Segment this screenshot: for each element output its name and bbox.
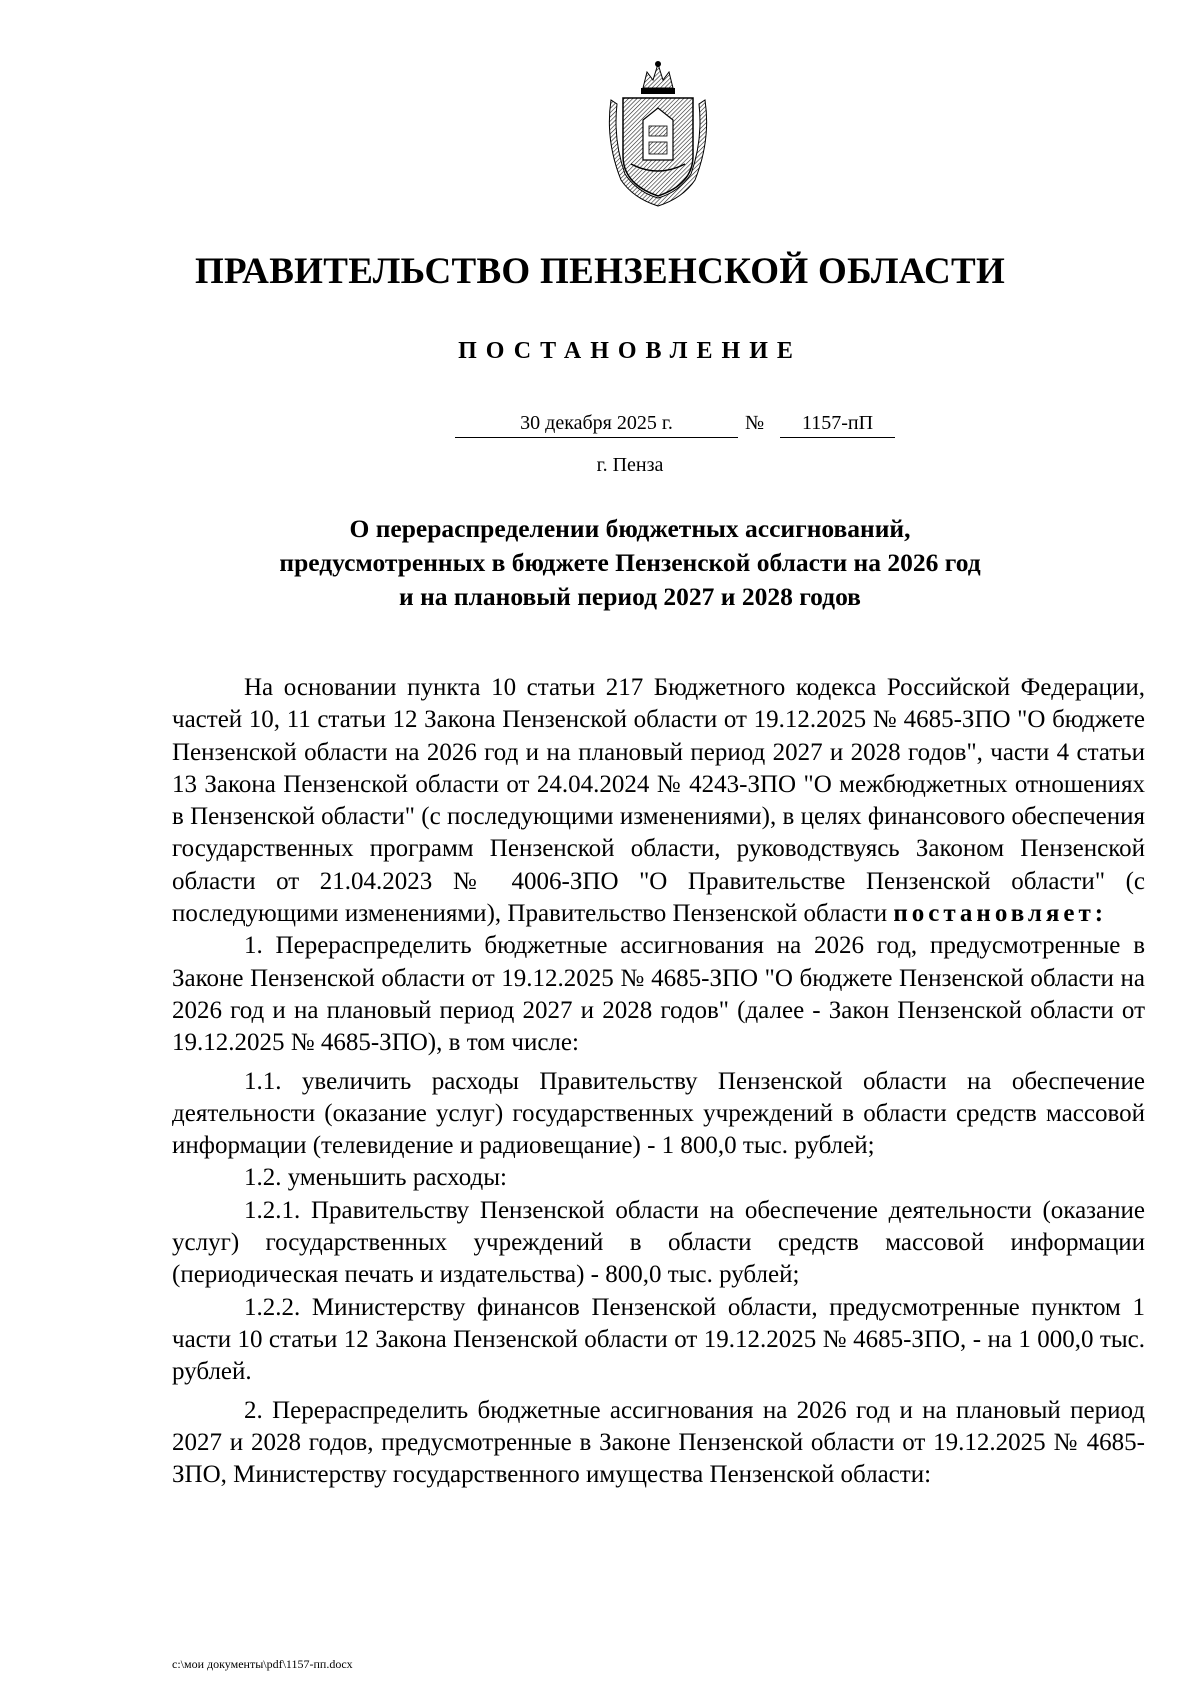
number-sign: № (745, 412, 765, 434)
paragraph-1: 1. Перераспределить бюджетные ассигнования на 2026 год, предусмотренные в Законе Пензенской области от 19.12.2025 № 4685-ЗПО "О бюджете Пензенской области на 2026 год и на плановый период 2027 и 2028 годов" (далее - Закон Пензенской области от 19.12.2025 № 4685-ЗПО), в том числе: (172, 932, 1145, 1057)
paragraph-1-2-1: 1.2.1. Правительству Пензенской области на обеспечение деятельности (оказание услуг) государственных учреждений в области средств массовой информации (периодическая печать и издательства) - 800,0 тыс. рублей; (172, 1196, 1145, 1289)
government-title: ПРАВИТЕЛЬСТВО ПЕНЗЕНСКОЙ ОБЛАСТИ (194, 251, 1006, 292)
file-path-footer: c:\мои документы\pdf\1157-пп.docx (172, 1657, 353, 1671)
document-body (172, 672, 1145, 1491)
subject-line-3: и на плановый период 2027 и 2028 годов (399, 582, 861, 611)
preamble-paragraph (172, 672, 1145, 930)
city-name: г. Пенза (596, 454, 664, 476)
subject-line-1: О перераспределении бюджетных ассигнований, (349, 514, 911, 543)
document-subject (0, 512, 1200, 614)
paragraph-1-2: 1.2. уменьшить расходы: (244, 1164, 507, 1192)
document-date: 30 декабря 2025 г. (455, 412, 738, 438)
subject-line-2: предусмотренных в бюджете Пензенской области на 2026 год (279, 548, 981, 577)
document-number: 1157-пП (780, 412, 895, 438)
paragraph-1-1: 1.1. увеличить расходы Правительству Пензенской области на обеспечение деятельности (оказание услуг) государственных учреждений в области средств массовой информации (телевидение и радиовещание) - 1 800,0 тыс. рублей; (172, 1067, 1145, 1160)
paragraph-1-2-2: 1.2.2. Министерству финансов Пензенской области, предусмотренные пунктом 1 части 10 статьи 12 Закона Пензенской области от 19.12.2025 № 4685-ЗПО, - на 1 000,0 тыс. рублей. (172, 1293, 1145, 1386)
document-type-title: ПОСТАНОВЛЕНИЕ (458, 338, 802, 364)
preamble-text: На основании пункта 10 статьи 217 Бюджетного кодекса Российской Федерации, частей 10, 11 статьи 12 Закона Пензенской области от 19.12.2025 № 4685-ЗПО "О бюджете Пензенской области на 2026 год и на плановый период 2027 и 2028 годов", части 4 статьи 13 Закона Пензенской области от 24.04.2024 № 4243-ЗПО "О межбюджетных отношениях в Пензенской области" (с последующими изменениями), в целях финансового обеспечения государственных программ Пензенской области, руководствуясь Законом Пензенской области от 21.04.2023 № 4006-ЗПО "О Правительстве Пензенской области" (с последующими изменениями), Правительство Пензенской области (172, 674, 1145, 928)
paragraph-2: 2. Перераспределить бюджетные ассигнования на 2026 год и на плановый период 2027 и 2028 годов, предусмотренные в Законе Пензенской области от 19.12.2025 № 4685-ЗПО, Министерству государственного имущества Пензенской области: (172, 1396, 1145, 1489)
decree-word: постановляет: (893, 900, 1108, 928)
coat-of-arms-emblem-icon (603, 60, 713, 208)
